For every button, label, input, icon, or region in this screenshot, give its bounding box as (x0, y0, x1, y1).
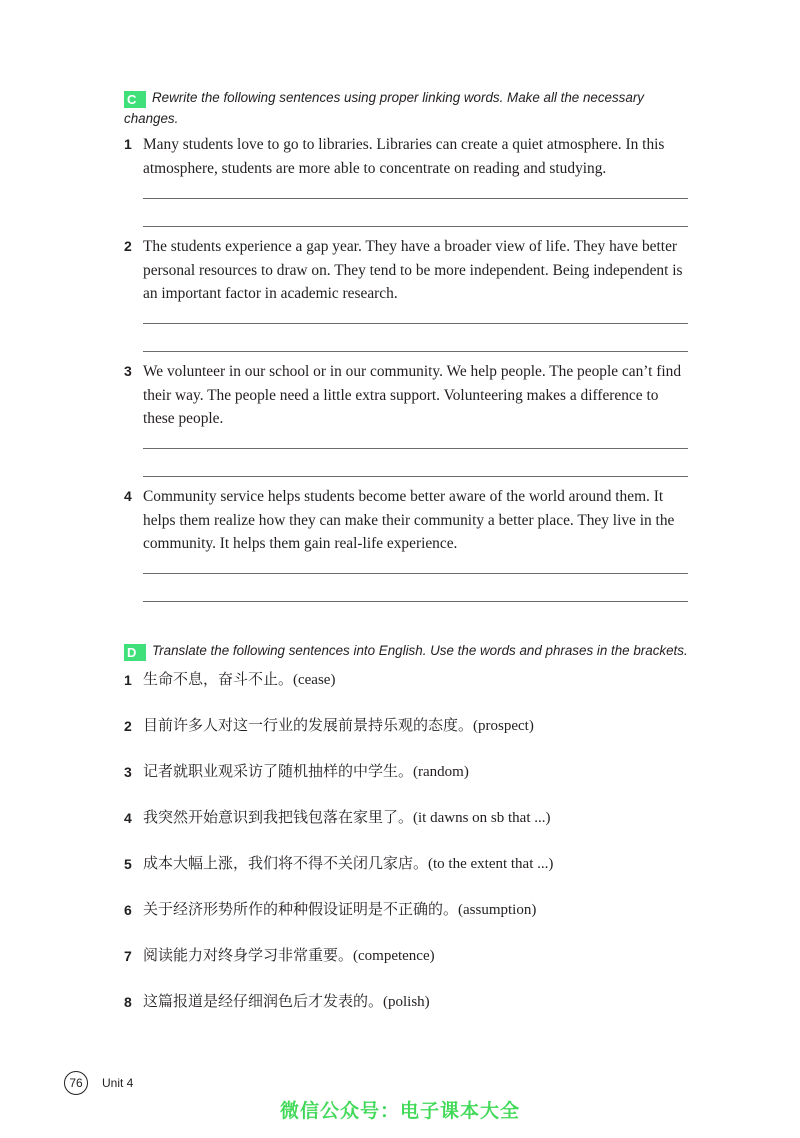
item-number: 1 (124, 136, 132, 152)
item-text: 目前许多人对这一行业的发展前景持乐观的态度。(prospect) (143, 718, 534, 734)
item-number: 8 (124, 994, 132, 1010)
answer-line[interactable] (143, 351, 688, 352)
item-number: 7 (124, 948, 132, 964)
exercise-d-item-1 (124, 669, 690, 691)
section-d-instruction (124, 640, 704, 661)
unit-label: Unit 4 (102, 1076, 134, 1090)
item-text: 这篇报道是经仔细润色后才发表的。(polish) (143, 994, 430, 1010)
section-d-badge: D (124, 644, 146, 661)
item-number: 1 (124, 672, 132, 688)
answer-line[interactable] (143, 573, 688, 574)
answer-line[interactable] (143, 323, 688, 324)
answer-line[interactable] (143, 448, 688, 449)
answer-line[interactable] (143, 476, 688, 477)
item-text: 记者就职业观采访了随机抽样的中学生。(random) (143, 764, 469, 780)
exercise-d-item-8 (124, 991, 690, 1013)
item-number: 3 (124, 764, 132, 780)
item-number: 4 (124, 488, 132, 504)
item-text: 关于经济形势所作的种种假设证明是不正确的。(assumption) (143, 902, 537, 918)
item-number: 6 (124, 902, 132, 918)
item-number: 4 (124, 810, 132, 826)
exercise-c-item-3 (124, 360, 690, 431)
item-number: 2 (124, 718, 132, 734)
item-text: 阅读能力对终身学习非常重要。(competence) (143, 948, 435, 964)
item-number: 2 (124, 238, 132, 254)
item-text: The students experience a gap year. They have a broader view of life. They have better personal resources to draw on. They tend to be more independent. Being independent is an important factor in academic research. (143, 238, 683, 302)
item-number: 5 (124, 856, 132, 872)
exercise-c-item-1 (124, 133, 690, 180)
item-text: 生命不息，奋斗不止。(cease) (143, 672, 336, 688)
page-number: 76 (64, 1071, 88, 1095)
exercise-c-item-4 (124, 485, 690, 556)
item-text: Community service helps students become better aware of the world around them. It helps them realize how they can make their community a better place. They live in the community. It helps them gain real-life experience. (143, 488, 675, 552)
item-text: 我突然开始意识到我把钱包落在家里了。(it dawns on sb that ...) (143, 810, 551, 826)
exercise-d-item-4 (124, 807, 690, 829)
answer-line[interactable] (143, 226, 688, 227)
exercise-d-item-2 (124, 715, 690, 737)
watermark-text: 微信公众号：电子课本大全 (279, 1100, 520, 1122)
exercise-d-item-7 (124, 945, 690, 967)
item-text: We volunteer in our school or in our community. We help people. The people can’t find their way. The people need a little extra support. Volunteering makes a difference to these people. (143, 363, 682, 427)
exercise-d-item-3 (124, 761, 690, 783)
exercise-d-item-5 (124, 853, 690, 875)
section-d-instruction-text: Translate the following sentences into English. Use the words and phrases in the brackets. (152, 643, 688, 658)
section-c-instruction-text: Rewrite the following sentences using proper linking words. Make all the necessary changes. (124, 90, 644, 126)
item-number: 3 (124, 363, 132, 379)
answer-line[interactable] (143, 601, 688, 602)
answer-line[interactable] (143, 198, 688, 199)
section-c-instruction (124, 87, 690, 129)
item-text: Many students love to go to libraries. Libraries can create a quiet atmosphere. In this atmosphere, students are more able to concentrate on reading and studying. (143, 136, 665, 177)
exercise-c-item-2 (124, 235, 690, 306)
section-c-badge: C (124, 91, 146, 108)
item-text: 成本大幅上涨，我们将不得不关闭几家店。(to the extent that ...) (143, 856, 554, 872)
exercise-d-item-6 (124, 899, 690, 921)
